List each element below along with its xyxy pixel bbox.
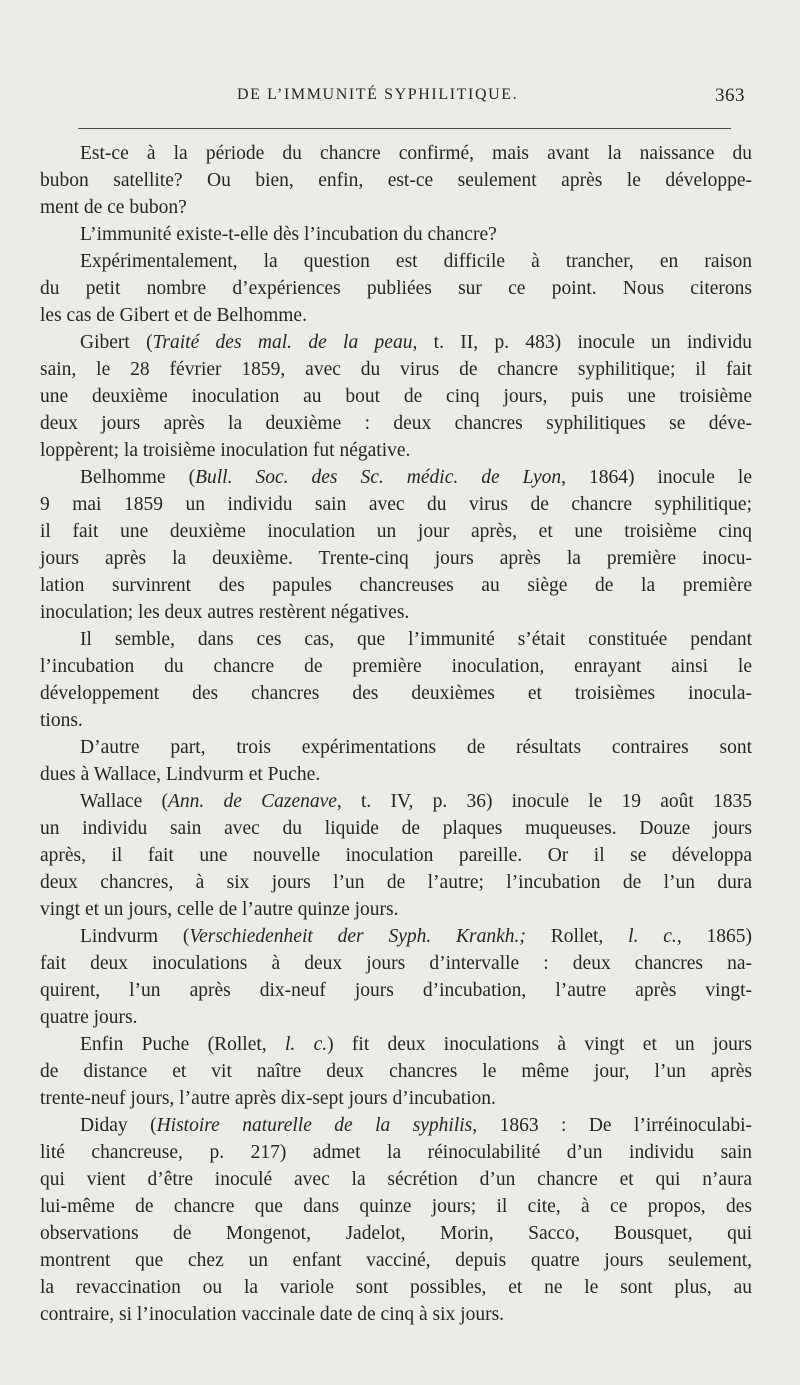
paragraph xyxy=(40,788,752,923)
text-line: une deuxième inoculation au bout de cinq jours, puis une troisième xyxy=(40,386,752,407)
paragraph xyxy=(40,1031,752,1112)
citation-italic: Histoire naturelle de la syphilis xyxy=(156,1115,473,1136)
text-line: vingt et un jours, celle de l’autre quinze jours. xyxy=(40,899,399,920)
text-line: un individu sain avec du liquide de plaques muqueuses. Douze jours xyxy=(40,818,752,839)
text-line: l’incubation du chancre de première inoculation, enrayant ainsi le xyxy=(40,656,752,677)
paragraph xyxy=(40,221,752,248)
page-number: 363 xyxy=(715,85,745,106)
text-line: sain, le 28 février 1859, avec du virus de chancre syphilitique; il fait xyxy=(40,359,752,380)
text-line: les cas de Gibert et de Belhomme. xyxy=(40,305,307,326)
text-line: Gibert (Traité des mal. de la peau, t. II, p. 483) inocule un individu xyxy=(80,332,752,353)
citation-italic: Traité des mal. de la peau xyxy=(152,332,413,353)
text-line: du petit nombre d’expériences publiées sur ce point. Nous citerons xyxy=(40,278,752,299)
text-line: lité chancreuse, p. 217) admet la réinoculabilité d’un individu sain xyxy=(40,1142,752,1163)
text-line: contraire, si l’inoculation vaccinale date de cinq à six jours. xyxy=(40,1304,505,1325)
page-header xyxy=(40,86,752,110)
text-line: trente-neuf jours, l’autre après dix-sept jours d’incubation. xyxy=(40,1088,496,1109)
paragraph xyxy=(40,464,752,626)
paragraph xyxy=(40,923,752,1031)
running-title: DE L’IMMUNITÉ SYPHILITIQUE. xyxy=(237,86,519,103)
text-line: tions. xyxy=(40,710,83,731)
paragraph xyxy=(40,1112,752,1328)
citation-italic: Ann. de Cazenave xyxy=(168,791,337,812)
text-line: Belhomme (Bull. Soc. des Sc. médic. de Lyon, 1864) inocule le xyxy=(80,467,752,488)
text-line: deux chancres, à six jours l’un de l’autre; l’incubation de l’un dura xyxy=(40,872,752,893)
text-line: bubon satellite? Ou bien, enfin, est-ce seulement après le développe- xyxy=(40,170,752,191)
paragraph xyxy=(40,248,752,329)
text-line: lui-même de chancre que dans quinze jours; il cite, à ce propos, des xyxy=(40,1196,752,1217)
text-line: deux jours après la deuxième : deux chancres syphilitiques se déve- xyxy=(40,413,752,434)
text-line: développement des chancres des deuxièmes et troisièmes inocula- xyxy=(40,683,752,704)
text-line: inoculation; les deux autres restèrent négatives. xyxy=(40,602,410,623)
text-line: observations de Mongenot, Jadelot, Morin, Sacco, Bousquet, qui xyxy=(40,1223,752,1244)
text-line: L’immunité existe-t-elle dès l’incubation du chancre? xyxy=(80,224,497,245)
text-line: Wallace (Ann. de Cazenave, t. IV, p. 36) inocule le 19 août 1835 xyxy=(80,791,752,812)
text-line: Il semble, dans ces cas, que l’immunité s’était constituée pendant xyxy=(80,629,752,650)
text-line: qui vient d’être inoculé avec la sécrétion d’un chancre et qui n’aura xyxy=(40,1169,752,1190)
paragraph xyxy=(40,734,752,788)
text-line: fait deux inoculations à deux jours d’intervalle : deux chancres na- xyxy=(40,953,752,974)
text-line: Diday (Histoire naturelle de la syphilis, 1863 : De l’irréinoculabi- xyxy=(80,1115,753,1136)
text-line: quatre jours. xyxy=(40,1007,138,1028)
text-line: loppèrent; la troisième inoculation fut négative. xyxy=(40,440,411,461)
header-rule xyxy=(78,128,731,129)
citation-italic: l. c. xyxy=(628,926,677,947)
text-line: Enfin Puche (Rollet, l. c.) fit deux inoculations à vingt et un jours xyxy=(80,1034,752,1055)
text-line: quirent, l’un après dix-neuf jours d’incubation, l’autre après vingt- xyxy=(40,980,752,1001)
text-line: après, il fait une nouvelle inoculation pareille. Or il se développa xyxy=(40,845,752,866)
text-line: lation survinrent des papules chancreuses au siège de la première xyxy=(40,575,752,596)
text-line: Lindvurm (Verschiedenheit der Syph. Krankh.; Rollet, l. c., 1865) xyxy=(80,926,753,947)
text-line: Expérimentalement, la question est difficile à trancher, en raison xyxy=(80,251,752,272)
text-line: D’autre part, trois expérimentations de résultats contraires sont xyxy=(80,737,752,758)
book-page xyxy=(40,0,752,1385)
paragraph xyxy=(40,329,752,464)
paragraph xyxy=(40,626,752,734)
body-text xyxy=(40,140,752,1328)
text-line: jours après la deuxième. Trente-cinq jours après la première inocu- xyxy=(40,548,752,569)
text-line: il fait une deuxième inoculation un jour après, et une troisième cinq xyxy=(40,521,752,542)
text-line: la revaccination ou la variole sont possibles, et ne le sont plus, au xyxy=(40,1277,752,1298)
text-line: de distance et vit naître deux chancres le même jour, l’un après xyxy=(40,1061,752,1082)
paragraph xyxy=(40,140,752,221)
text-line: Est-ce à la période du chancre confirmé, mais avant la naissance du xyxy=(80,143,752,164)
text-line: ment de ce bubon? xyxy=(40,197,187,218)
citation-italic: Bull. Soc. des Sc. médic. de Lyon xyxy=(195,467,562,488)
citation-italic: l. c. xyxy=(284,1034,328,1055)
text-line: montrent que chez un enfant vacciné, depuis quatre jours seulement, xyxy=(40,1250,752,1271)
text-line: 9 mai 1859 un individu sain avec du virus de chancre syphilitique; xyxy=(40,494,752,515)
text-line: dues à Wallace, Lindvurm et Puche. xyxy=(40,764,321,785)
citation-italic: Verschiedenheit der Syph. Krankh.; xyxy=(189,926,526,947)
